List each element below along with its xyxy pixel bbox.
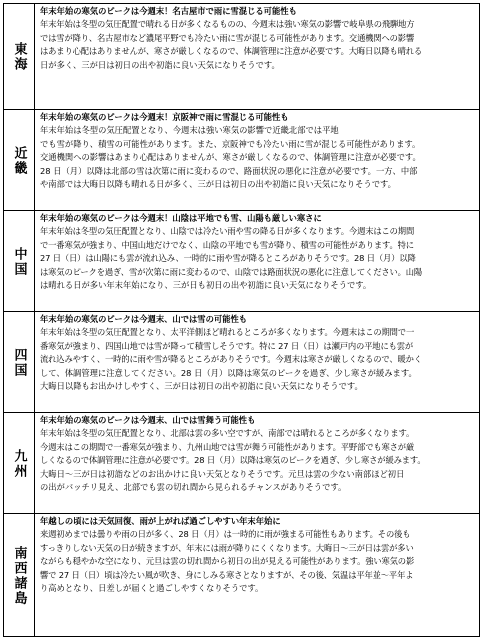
body-line: 年末年始は冬型の気圧配置となり、山陰では冷たい雨や雪の降る日が多くなります。今週末はこの期間 (40, 226, 415, 237)
body-line: は寒気のピークを過ぎ、雪が次第に雨に変わるので、山陰では路面状況の悪化に注意してください。山陽 (40, 266, 423, 277)
region-name: 中国 (11, 246, 27, 277)
region-cell (4, 413, 35, 514)
region-name: 東海 (11, 41, 27, 72)
region-name: 近畿 (11, 145, 27, 176)
region-name: 四国 (11, 347, 27, 378)
region-name: 九州 (11, 448, 27, 479)
body-line: はあまり心配はありませんが、寒さが厳しくなるので、体調管理に注意が必要です。大晦日以降も晴れる (40, 46, 423, 57)
body-line: 年末年始は冬型の気圧配置となり、北部は雲の多い空ですが、南部では晴れるところが多くなります。 (40, 428, 415, 439)
region-headline: 年越しの頃には天気回復、雨が上がれば過ごしやすい年末年始に (40, 516, 281, 526)
region-section-chugoku (4, 210, 479, 312)
body-line: 28 日（月）以降は北部の雪は次第に雨に変わるので、路面状況の悪化に注意が必要です。一方、中部 (40, 165, 418, 176)
region-content (40, 414, 476, 514)
region-section-shikoku (4, 311, 479, 413)
body-line: でも雪が降り、積雪の可能性があります。また、京阪神でも冷たい雨に雪が混じる可能性があります。 (40, 138, 421, 149)
body-line: すっきりしない天気の日が続きますが、年末には雨が降りにくくなります。大晦日～三が日は雲が多い (40, 542, 414, 553)
body-line: は晴れる日が多い年末年始になり、三が日も初日の出や初詣に良い天気になりそうです。 (40, 280, 372, 291)
body-line: 流れ込みやすく、一時的に雨や雪が降るところがありそうです。今週末は寒さが厳しくなるので、暖かく (40, 354, 422, 365)
body-line: 響で 27 日（日）頃は冷たい風が吹き、身にしみる寒さとなりますが、その後、気温は平年並～平年よ (40, 569, 414, 580)
body-line: の出がバッチリ見え、北部でも雲の切れ間から見られるチャンスがありそうです。 (40, 482, 347, 493)
region-cell (4, 514, 35, 637)
region-section-tokai (4, 4, 479, 109)
body-line: 今週末はこの期間で一番寒気が強まり、九州山地では雪が舞う可能性があります。平野部でも寒さが厳 (40, 441, 415, 452)
body-line: 番寒気が強まり、四国山地では雪が降って積雪しそうです。特に 27 日（日）は瀬戸内の平地にも雲が (40, 340, 414, 351)
body-line: 年末年始は冬型の気圧配置となり、今週末は強い寒気の影響で近畿北部では平地 (40, 125, 339, 136)
body-line: しくなるので体調管理に注意が必要です。28 日（月）以降は寒気のピークを過ぎ、少し寒さが緩みます。 (40, 455, 426, 466)
forecast-document (3, 3, 480, 637)
body-line: 年末年始は冬型の気圧配置となり、太平洋側ほど晴れるところが多くなります。今週末はこの期間で一 (40, 327, 415, 338)
region-cell (4, 211, 35, 312)
region-headline: 年末年始の寒気のピークは今週末！名古屋市で雨に雪混じる可能性も (40, 6, 297, 16)
body-line: り高めとなり、日差しが届くと過ごしやすくなりそうです。 (40, 583, 264, 594)
body-line: 日が多く、三が日は初日の出や初詣に良い天気になりそうです。 (40, 59, 280, 70)
region-content (40, 111, 476, 211)
body-line: 27 日（日）は山陽にも雲が流れ込み、一時的に雨や雪が降るところがありそうです。28 日（月）以降 (40, 253, 416, 264)
region-cell (4, 4, 35, 109)
body-line: 年末年始は冬型の気圧配置で晴れる日が多くなるものの、今週末は強い寒気の影響で岐阜県の飛騨地方 (40, 19, 415, 30)
body-line: ながらも穏やかな空になり、元旦は雲の切れ間から初日の出が見える可能性があります。強い寒気の影 (40, 556, 415, 567)
region-cell (4, 110, 35, 211)
body-line: では雪が降り、名古屋市など濃尾平野でも冷たい雨に雪が混じる可能性があります。交通機関への影響 (40, 32, 415, 43)
region-headline: 年末年始の寒気のピークは今週末！京阪神で雨に雪混じる可能性も (40, 112, 289, 122)
region-section-kinki (4, 109, 479, 211)
body-line: 大晦日以降もお出かけしやすく、三が日は初日の出や初詣に良い天気になりそうです。 (40, 381, 363, 392)
body-line: 交通機関への影響はあまり心配はありませんが、寒さが厳しくなるので、体調管理に注意が必要です。 (40, 152, 421, 163)
region-content (40, 212, 476, 312)
body-line: や南部では大晦日以降も晴れる日が多く、三が日は初日の出や初詣に良い天気になりそうです。 (40, 179, 396, 190)
region-section-nansei-shoto (4, 513, 479, 637)
body-line: 大晦日～三が日は初詣などのお出かけに良い天気となりそうです。元旦は雲の少ない南部ほど初日 (40, 468, 405, 479)
region-content (40, 515, 476, 637)
region-headline: 年末年始の寒気のピークは今週末！山陰は平地でも雪、山陽も厳しい寒さに (40, 213, 322, 223)
region-headline: 年末年始の寒気のピークは今週末、山では雪の可能性も (40, 314, 248, 324)
region-headline: 年末年始の寒気のピークは今週末、山では雪舞う可能性も (40, 415, 256, 425)
region-content (40, 313, 476, 413)
region-cell (4, 312, 35, 413)
body-line: して、体調管理に注意してください。28 日（月）以降は寒気のピークを過ぎ、少し寒さが緩みます。 (40, 367, 417, 378)
body-line: で一番寒気が強まり、中国山地だけでなく、山陰の平地でも雪が降り、積雪の可能性があります。特に (40, 239, 414, 250)
body-line: 来週初めまでは曇りや雨の日が多く、28 日（月）は一時的に雨が強まる可能性もあります。その後も (40, 529, 411, 540)
region-name: 南西諸島 (11, 545, 27, 606)
region-content (40, 5, 476, 109)
region-section-kyushu (4, 412, 479, 514)
